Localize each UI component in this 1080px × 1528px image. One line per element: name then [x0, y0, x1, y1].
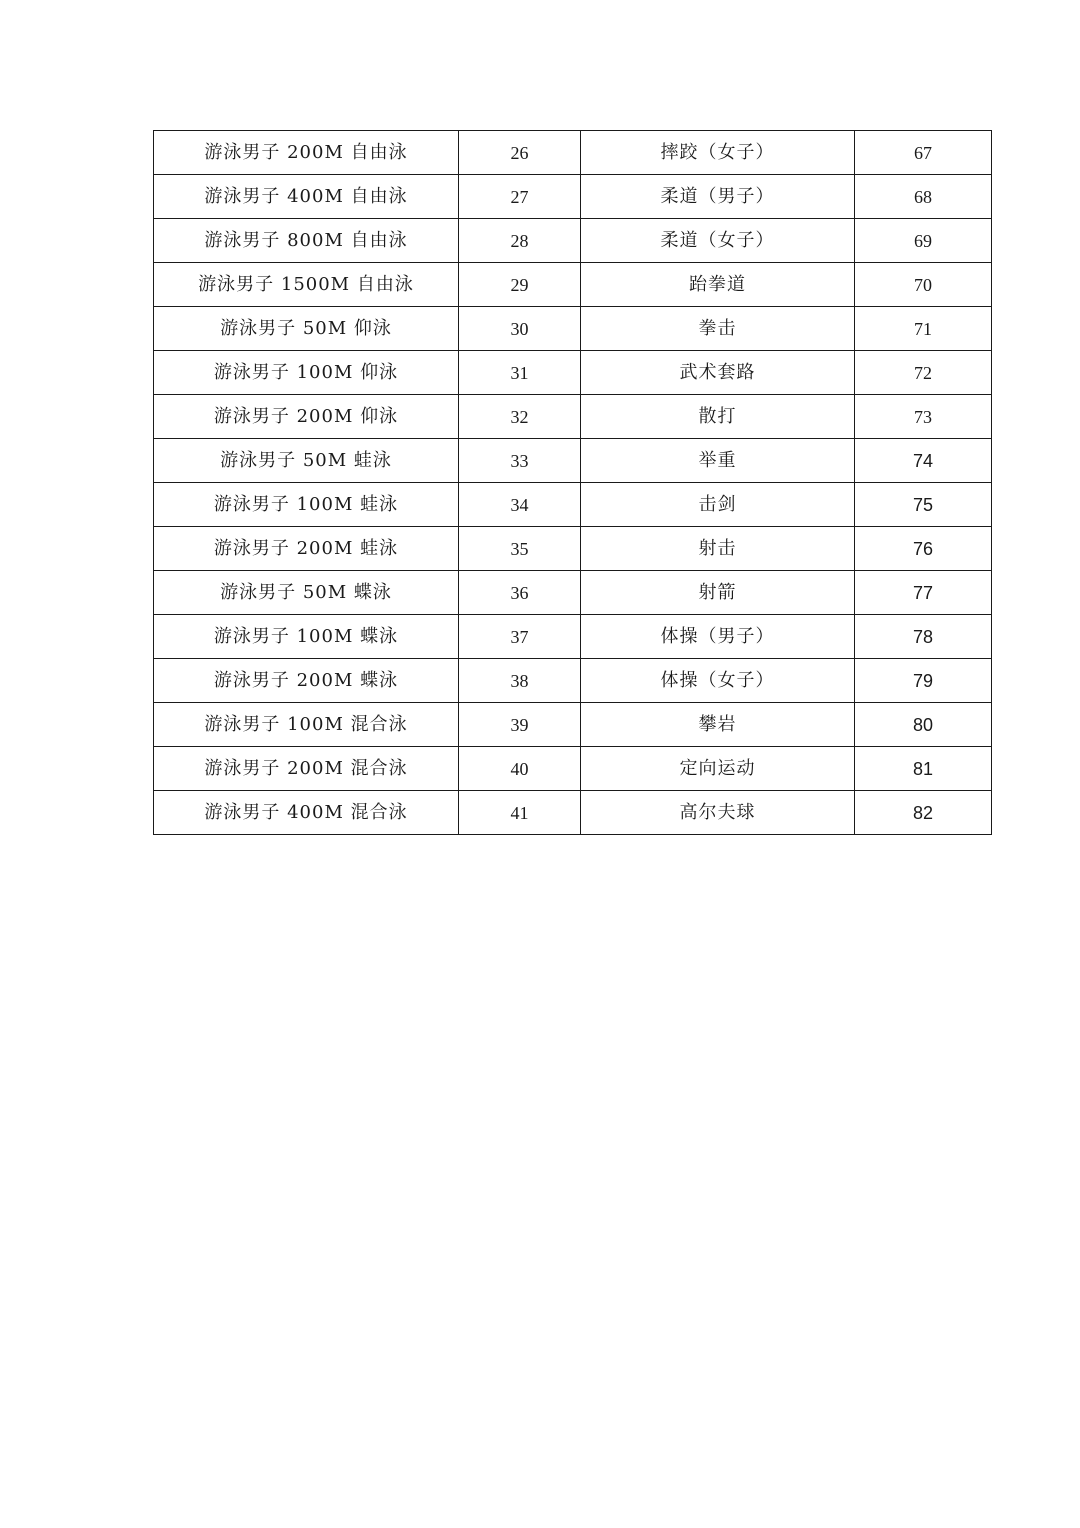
event-code-right: 78 — [855, 615, 992, 659]
event-code-left: 41 — [459, 791, 581, 835]
event-name-right: 射击 — [581, 527, 855, 571]
event-name-left: 游泳男子 400M 混合泳 — [154, 791, 459, 835]
event-name-left: 游泳男子 200M 蝶泳 — [154, 659, 459, 703]
event-name-left: 游泳男子 200M 仰泳 — [154, 395, 459, 439]
event-name-left: 游泳男子 50M 蝶泳 — [154, 571, 459, 615]
event-code-right: 73 — [855, 395, 992, 439]
table-row — [154, 131, 992, 175]
event-name-right: 散打 — [581, 395, 855, 439]
event-code-right: 68 — [855, 175, 992, 219]
table-row — [154, 439, 992, 483]
table-row — [154, 307, 992, 351]
event-code-left: 37 — [459, 615, 581, 659]
event-name-right: 跆拳道 — [581, 263, 855, 307]
event-code-right: 81 — [855, 747, 992, 791]
table-row — [154, 219, 992, 263]
event-name-right: 体操（女子） — [581, 659, 855, 703]
event-code-left: 34 — [459, 483, 581, 527]
table-row — [154, 615, 992, 659]
event-name-right: 柔道（男子） — [581, 175, 855, 219]
event-name-right: 体操（男子） — [581, 615, 855, 659]
event-name-left: 游泳男子 400M 自由泳 — [154, 175, 459, 219]
event-code-right: 79 — [855, 659, 992, 703]
event-name-left: 游泳男子 1500M 自由泳 — [154, 263, 459, 307]
event-code-table — [153, 130, 992, 835]
event-code-right: 82 — [855, 791, 992, 835]
event-code-left: 31 — [459, 351, 581, 395]
event-name-left: 游泳男子 100M 蛙泳 — [154, 483, 459, 527]
table-row — [154, 175, 992, 219]
event-name-left: 游泳男子 100M 混合泳 — [154, 703, 459, 747]
table-row — [154, 791, 992, 835]
event-name-left: 游泳男子 800M 自由泳 — [154, 219, 459, 263]
event-code-right: 76 — [855, 527, 992, 571]
event-code-right: 70 — [855, 263, 992, 307]
event-code-right: 67 — [855, 131, 992, 175]
table-row — [154, 483, 992, 527]
event-code-right: 74 — [855, 439, 992, 483]
event-code-left: 27 — [459, 175, 581, 219]
event-code-right: 77 — [855, 571, 992, 615]
event-code-right: 71 — [855, 307, 992, 351]
event-name-right: 攀岩 — [581, 703, 855, 747]
event-code-right: 75 — [855, 483, 992, 527]
event-name-left: 游泳男子 50M 仰泳 — [154, 307, 459, 351]
event-name-left: 游泳男子 50M 蛙泳 — [154, 439, 459, 483]
event-name-right: 射箭 — [581, 571, 855, 615]
event-code-right: 72 — [855, 351, 992, 395]
event-name-left: 游泳男子 200M 混合泳 — [154, 747, 459, 791]
event-name-left: 游泳男子 200M 蛙泳 — [154, 527, 459, 571]
event-name-right: 击剑 — [581, 483, 855, 527]
table-row — [154, 659, 992, 703]
event-name-left: 游泳男子 100M 蝶泳 — [154, 615, 459, 659]
event-name-right: 定向运动 — [581, 747, 855, 791]
event-code-left: 38 — [459, 659, 581, 703]
event-code-left: 29 — [459, 263, 581, 307]
table-row — [154, 571, 992, 615]
event-code-left: 33 — [459, 439, 581, 483]
event-name-left: 游泳男子 100M 仰泳 — [154, 351, 459, 395]
event-name-right: 拳击 — [581, 307, 855, 351]
event-name-right: 柔道（女子） — [581, 219, 855, 263]
event-name-right: 武术套路 — [581, 351, 855, 395]
event-code-table-body — [154, 131, 992, 835]
event-code-left: 40 — [459, 747, 581, 791]
table-row — [154, 395, 992, 439]
event-code-left: 32 — [459, 395, 581, 439]
event-code-left: 36 — [459, 571, 581, 615]
table-row — [154, 527, 992, 571]
event-code-right: 80 — [855, 703, 992, 747]
table-row — [154, 703, 992, 747]
event-name-left: 游泳男子 200M 自由泳 — [154, 131, 459, 175]
event-code-left: 28 — [459, 219, 581, 263]
event-code-left: 26 — [459, 131, 581, 175]
event-name-right: 摔跤（女子） — [581, 131, 855, 175]
table-row — [154, 747, 992, 791]
event-name-right: 高尔夫球 — [581, 791, 855, 835]
table-row — [154, 351, 992, 395]
event-code-left: 39 — [459, 703, 581, 747]
event-name-right: 举重 — [581, 439, 855, 483]
table-row — [154, 263, 992, 307]
event-code-left: 35 — [459, 527, 581, 571]
event-code-right: 69 — [855, 219, 992, 263]
event-code-left: 30 — [459, 307, 581, 351]
